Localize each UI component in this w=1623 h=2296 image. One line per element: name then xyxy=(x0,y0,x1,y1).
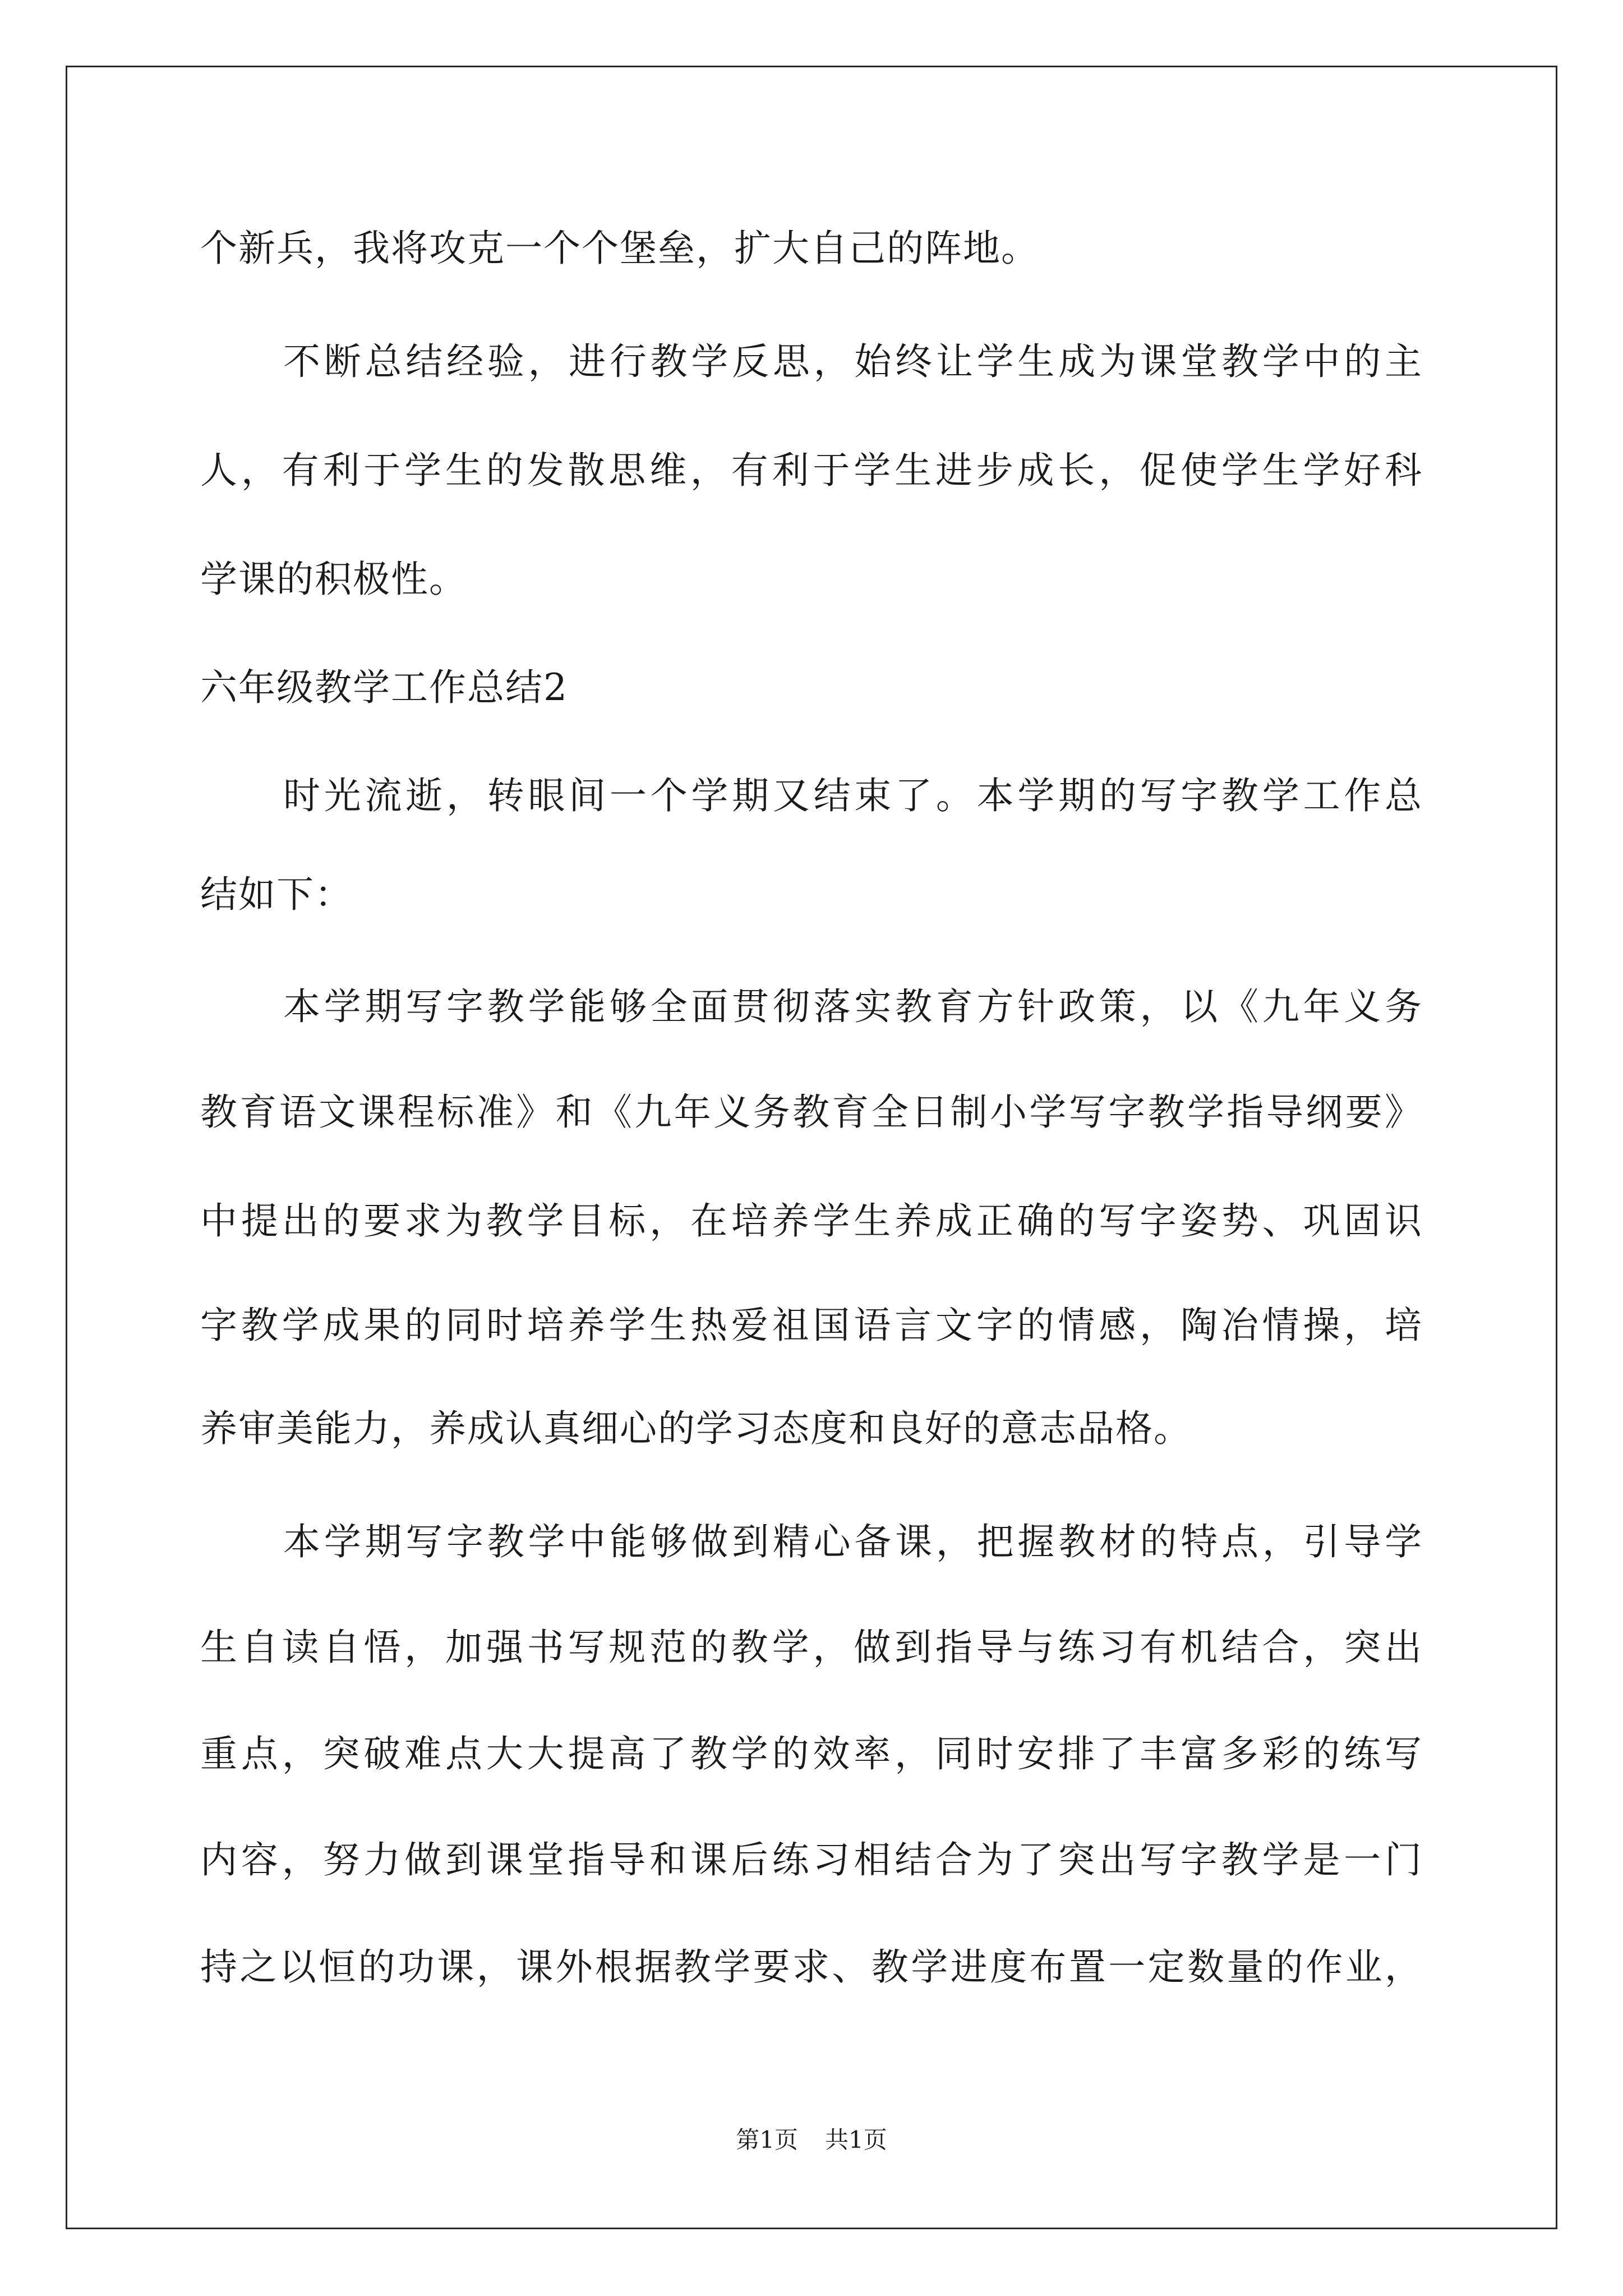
text-line: 学课的积极性。 xyxy=(200,558,467,601)
text-line: 内容，努力做到课堂指导和课后练习相结合为了突出写字教学是一门 xyxy=(200,1838,1423,1881)
text-line: 教育语文课程标准》和《九年义务教育全日制小学写字教学指导纲要》 xyxy=(200,1091,1423,1134)
text-line: 字教学成果的同时培养学生热爱祖国语言文字的情感，陶冶情操，培 xyxy=(200,1304,1423,1347)
text-line: 人，有利于学生的发散思维，有利于学生进步成长，促使学生学好科 xyxy=(200,449,1423,492)
page-border xyxy=(66,66,1557,2229)
text-line: 本学期写字教学能够全面贯彻落实教育方针政策，以《九年义务 xyxy=(283,985,1423,1028)
text-line: 结如下： xyxy=(200,873,353,916)
text-line: 养审美能力，养成认真细心的学习态度和良好的意志品格。 xyxy=(200,1407,1192,1450)
text-line: 持之以恒的功课，课外根据教学要求、教学进度布置一定数量的作业， xyxy=(200,1945,1423,1989)
page-number: 第1页 xyxy=(736,2126,798,2154)
text-line: 不断总结经验，进行教学反思，始终让学生成为课堂教学中的主 xyxy=(283,340,1423,383)
text-line: 重点，突破难点大大提高了教学的效率，同时安排了丰富多彩的练写 xyxy=(200,1732,1423,1775)
page-footer xyxy=(0,2128,1623,2152)
page-total: 共1页 xyxy=(825,2126,887,2154)
text-line: 本学期写字教学中能够做到精心备课，把握教材的特点，引导学 xyxy=(283,1520,1423,1563)
text-line: 个新兵，我将攻克一个个堡垒，扩大自己的阵地。 xyxy=(200,227,1039,270)
text-line: 中提出的要求为教学目标，在培养学生养成正确的写字姿势、巩固识 xyxy=(200,1199,1423,1243)
text-line: 生自读自悟，加强书写规范的教学，做到指导与练习有机结合，突出 xyxy=(200,1626,1423,1669)
text-line: 时光流逝，转眼间一个学期又结束了。本学期的写字教学工作总 xyxy=(283,774,1423,817)
section-heading: 六年级教学工作总结2 xyxy=(200,666,568,709)
